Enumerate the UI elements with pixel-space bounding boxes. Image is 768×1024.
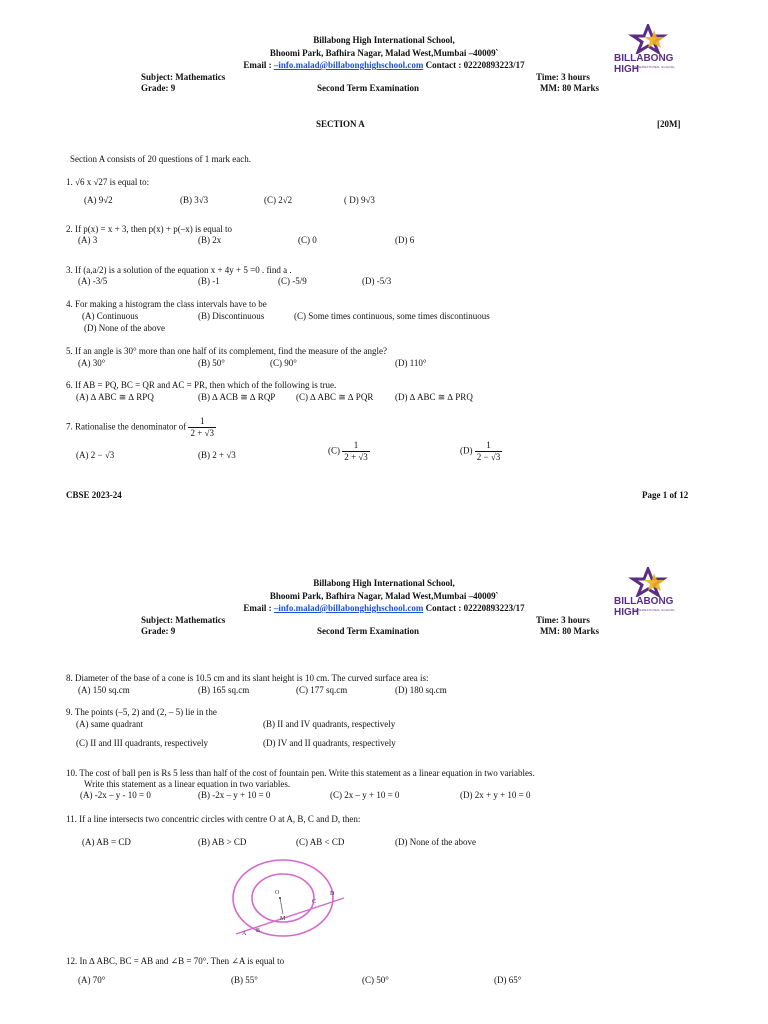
option-c: (C) 177 sq.cm xyxy=(296,685,348,695)
school-name: Billabong High International School, xyxy=(313,578,455,588)
option-b: (B) 2x xyxy=(198,235,222,245)
option-d: (D) 110° xyxy=(395,358,427,368)
fraction-numerator: 1 xyxy=(342,441,370,452)
option-c: (C) Some times continuous, some times discontinuous xyxy=(294,311,490,321)
option-c: (C) 0 xyxy=(298,235,317,245)
fraction-denominator: 2 − √3 xyxy=(476,452,501,462)
option-d: (D) None of the above xyxy=(84,323,165,333)
option-d: (D) 65° xyxy=(494,975,522,985)
option-b: (B) 165 sq.cm xyxy=(198,685,250,695)
label-b: B xyxy=(256,928,261,934)
fraction-denominator: 2 + √3 xyxy=(344,452,368,462)
option-d: (D) -5/3 xyxy=(362,276,392,286)
grade: Grade: 9 xyxy=(141,83,176,93)
question-text: 8. Diameter of the base of a cone is 10.5 cm and its slant height is 10 cm. The curved surface area is: xyxy=(66,673,429,683)
option-c: (C) ∆ ABC ≅ ∆ PQR xyxy=(296,392,374,402)
contact-number: Contact : 02220893223/17 xyxy=(425,603,525,613)
question-text-continued: Write this statement as a linear equation in two variables. xyxy=(84,779,291,789)
footer-page-number: Page 1 of 12 xyxy=(642,490,689,500)
question-text: 1. √6 x √27 is equal to: xyxy=(66,177,150,187)
question-text: 11. If a line intersects two concentric circles with centre O at A, B, C and D, then: xyxy=(66,814,361,824)
logo-subtext: INTERNATIONAL SCHOOL xyxy=(634,65,676,69)
question-text: 4. For making a histogram the class intervals have to be xyxy=(66,299,267,309)
time: Time: 3 hours xyxy=(536,72,590,82)
section-intro: Section A consists of 20 questions of 1 mark each. xyxy=(70,154,251,164)
option-b: (B) 55° xyxy=(231,975,258,985)
option-a: (A) 30° xyxy=(78,358,106,368)
option-c: (C) 2x – y + 10 = 0 xyxy=(330,790,400,800)
fraction-numerator: 1 xyxy=(475,441,503,452)
email-link[interactable]: –info.malad@billabonghighschool.com xyxy=(273,60,424,70)
question-text: 7. Rationalise the denominator of xyxy=(66,421,187,432)
question-text: 10. The cost of ball pen is Rs 5 less than half of the cost of fountain pen. Write this statement as a linear equation in two variables. xyxy=(66,768,535,778)
school-address: Bhoomi Park, Bafhira Nagar, Malad West,Mumbai –40009‵ xyxy=(269,48,499,58)
option-b: (B) 50° xyxy=(198,358,225,368)
option-a: (A) 9√2 xyxy=(84,195,113,205)
option-b: (B) -1 xyxy=(198,276,220,286)
option-a: (A) 2 − √3 xyxy=(76,450,115,460)
school-name: Billabong High International School, xyxy=(313,35,455,45)
option-a: (A) AB = CD xyxy=(82,837,131,847)
option-a: (A) 3 xyxy=(78,235,98,245)
option-d xyxy=(460,441,502,462)
option-b: (B) -2x – y + 10 = 0 xyxy=(198,790,271,800)
max-marks: MM: 80 Marks xyxy=(540,83,599,93)
email-label: Email : xyxy=(243,60,272,70)
option-b: (B) 3√3 xyxy=(180,195,209,205)
grade: Grade: 9 xyxy=(141,626,176,636)
question-text: 2. If p(x) = x + 3, then p(x) + p(–x) is equal to xyxy=(66,224,232,234)
option-label: (D) xyxy=(460,445,473,456)
option-d: (D) 6 xyxy=(395,235,415,245)
option-c: (C) 50° xyxy=(362,975,389,985)
label-a: A xyxy=(242,931,247,937)
section-title: SECTION A xyxy=(316,119,365,129)
exam-title: Second Term Examination xyxy=(317,83,420,93)
subject: Subject: Mathematics xyxy=(141,72,226,82)
label-m: M xyxy=(280,916,286,922)
fraction xyxy=(188,417,216,438)
option-d: (D) None of the above xyxy=(395,837,476,847)
school-logo xyxy=(612,567,684,618)
option-a: (A) ∆ ABC ≅ ∆ RPQ xyxy=(76,392,154,402)
concentric-circles-figure xyxy=(226,856,348,940)
contact-number: Contact : 02220893223/17 xyxy=(425,60,525,70)
option-label: (C) xyxy=(328,445,340,456)
question-text: 9. The points (–5, 2) and (2, – 5) lie in the xyxy=(66,707,217,717)
question-text: 12. In ∆ ABC, BC = AB and ∠B = 70°. Then ∠A is equal to xyxy=(66,956,285,966)
option-c: (C) -5/9 xyxy=(278,276,307,286)
option-d: (D) 2x + y + 10 = 0 xyxy=(460,790,531,800)
option-b: (B) 2 + √3 xyxy=(198,450,236,460)
subject: Subject: Mathematics xyxy=(141,615,226,625)
option-c: (C) II and III quadrants, respectively xyxy=(76,738,208,748)
option-a: (A) -2x – y - 10 = 0 xyxy=(80,790,151,800)
star-logo-icon xyxy=(612,24,684,54)
option-a: (A) -3/5 xyxy=(78,276,108,286)
max-marks: MM: 80 Marks xyxy=(540,626,599,636)
option-a: (A) 70° xyxy=(78,975,106,985)
option-d: ( D) 9√3 xyxy=(344,195,375,205)
option-a: (A) 150 sq.cm xyxy=(78,685,130,695)
option-c xyxy=(328,441,370,462)
option-d: (D) IV and II quadrants, respectively xyxy=(263,738,396,748)
section-marks: [20M] xyxy=(657,119,681,129)
question-text: 5. If an angle is 30° more than one half of its complement, find the measure of the angle? xyxy=(66,346,387,356)
email-link[interactable]: –info.malad@billabonghighschool.com xyxy=(273,603,424,613)
option-c: (C) 90° xyxy=(270,358,297,368)
fraction-numerator: 1 xyxy=(188,417,216,428)
option-b: (B) ∆ ACB ≅ ∆ RQP xyxy=(198,392,276,402)
question-text: 3. If (a,a/2) is a solution of the equation x + 4y + 5 =0 . find a . xyxy=(66,265,292,275)
label-c: C xyxy=(312,899,317,905)
option-a: (A) same quadrant xyxy=(76,719,143,729)
option-d: (D) 180 sq.cm xyxy=(395,685,447,695)
logo-subtext: INTERNATIONAL SCHOOL xyxy=(634,608,676,612)
label-d: D xyxy=(330,891,335,897)
footer-board: CBSE 2023-24 xyxy=(66,490,122,500)
option-c: (C) 2√2 xyxy=(264,195,293,205)
label-o: O xyxy=(275,890,280,896)
option-b: (B) II and IV quadrants, respectively xyxy=(263,719,396,729)
school-logo xyxy=(612,24,684,75)
logo-text: BILLABONG HIGH xyxy=(614,596,674,618)
option-b: (B) AB > CD xyxy=(198,837,247,847)
question-text-row xyxy=(66,417,216,438)
school-address: Bhoomi Park, Bafhira Nagar, Malad West,Mumbai –40009‵ xyxy=(269,591,499,601)
exam-title: Second Term Examination xyxy=(317,626,420,636)
time: Time: 3 hours xyxy=(536,615,590,625)
logo-text: BILLABONG HIGH xyxy=(614,53,674,75)
option-b: (B) Discontinuous xyxy=(198,311,265,321)
fraction-denominator: 2 + √3 xyxy=(190,428,214,438)
question-text: 6. If AB = PQ, BC = QR and AC = PR, then which of the following is true. xyxy=(66,380,337,390)
option-c: (C) AB < CD xyxy=(296,837,345,847)
star-logo-icon xyxy=(612,567,684,597)
email-label: Email : xyxy=(243,603,272,613)
option-a: (A) Continuous xyxy=(82,311,139,321)
option-d: (D) ∆ ABC ≅ ∆ PRQ xyxy=(395,392,473,402)
